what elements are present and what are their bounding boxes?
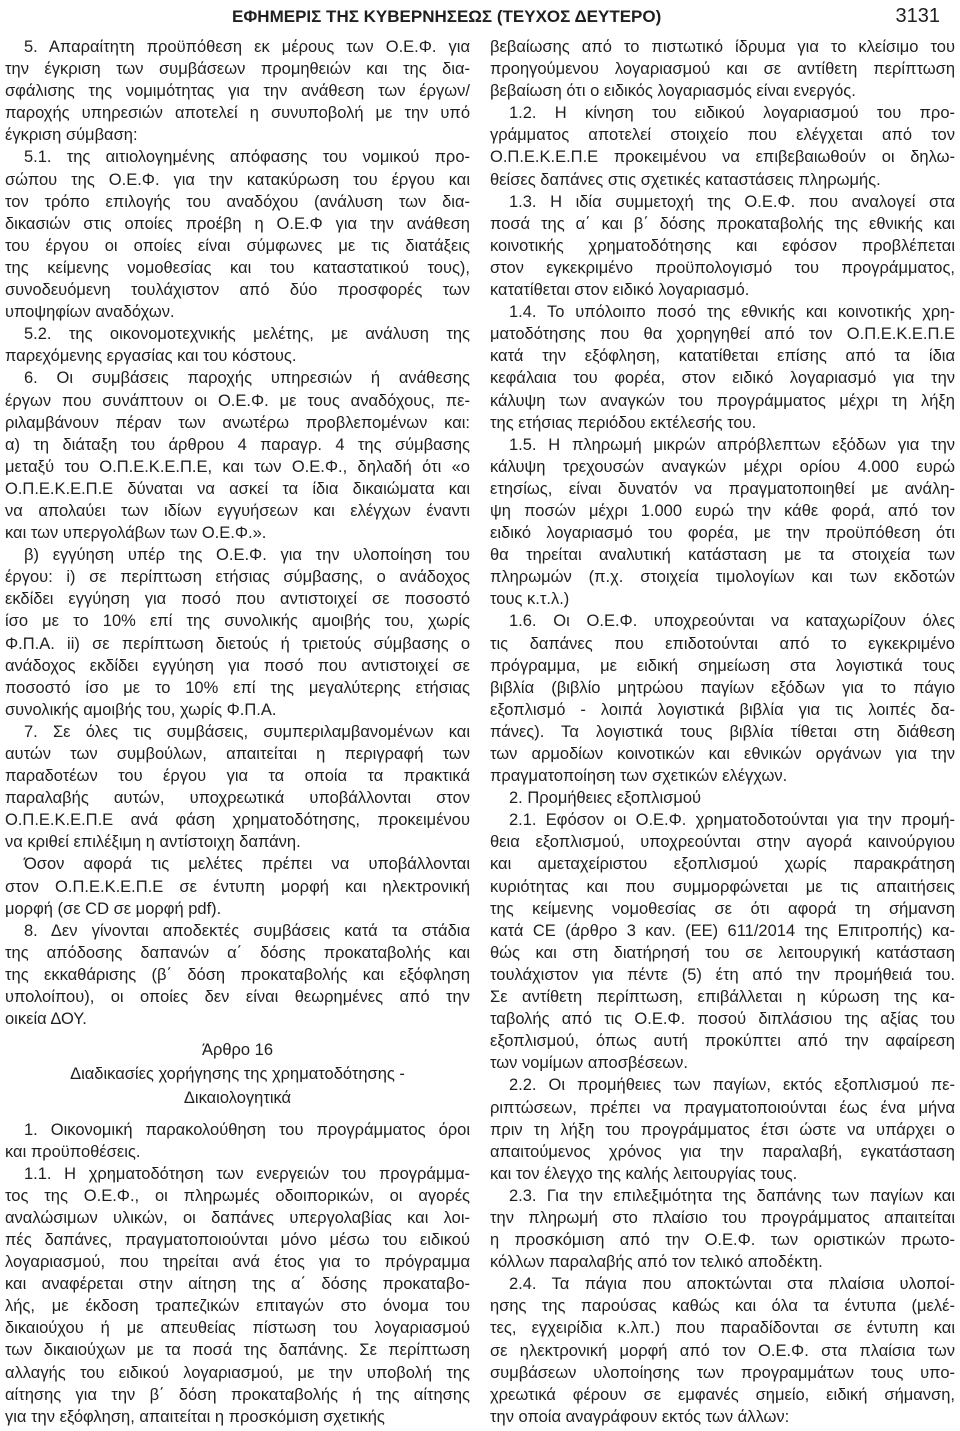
text-line: απαιτούμενος χρόνος για την παραλαβή, εγκατάσταση	[490, 1142, 955, 1161]
text-line: αίτησης για την β΄ δόση προκαταβολής ή της αίτησης	[5, 1385, 470, 1404]
text-line: συνοδευόμενη τουλάχιστον από δύο προσφορές των	[5, 281, 470, 300]
text-line: εκδίδει εγγύηση για ποσό που αντιστοιχεί σε ποσοστό	[5, 590, 470, 609]
paragraph	[490, 36, 955, 102]
text-line: τες, εγχειρίδια κ.λπ.) που παραδίδονται σε έντυπη και	[490, 1319, 955, 1338]
text-line: κεφάλαια του φορέα, στον ειδικό λογαριασμό για την	[490, 369, 955, 388]
text-line: 5. Απαραίτητη προϋπόθεση εκ μέρους των Ο.Ε.Φ. για	[24, 38, 470, 56]
text-line: των νομίμων αποσβέσεων.	[490, 1054, 688, 1073]
paragraph	[5, 853, 470, 919]
paragraph	[5, 367, 470, 544]
text-line: παρεχόμενης εργασίας και του κόστους.	[5, 347, 297, 366]
text-line: τις δαπάνες που επιδοτούνται από το εγκεκριμένο	[490, 634, 955, 653]
text-line: της κείμενης νομοθεσίας σε ότι αφορά τη σήμανση	[490, 899, 955, 918]
paragraph	[490, 1185, 955, 1273]
paragraph	[5, 544, 470, 721]
text-line: και αμεταχείριστου εξοπλισμού χωρίς παρακράτηση	[490, 855, 955, 874]
paragraph	[490, 191, 955, 301]
text-line: 2.3. Για την επιλεξιμότητα της δαπάνης των παγίων και	[509, 1186, 955, 1205]
text-line: 8. Δεν γίνονται αποδεκτές συμβάσεις κατά τα στάδια	[24, 921, 470, 940]
text-line: ίσο με το 10% επί της συνολικής αμοιβής του, χωρίς	[5, 612, 470, 631]
text-line: οικεία ΔΟΥ.	[5, 1010, 87, 1029]
paragraph	[5, 146, 470, 323]
text-line: ειδικό λογαριασμό του φορέα, με την προϋπόθεση ότι	[490, 524, 955, 543]
text-line: θα τηρείται αναλυτική κατάσταση με τα στοιχεία των	[490, 546, 955, 565]
text-line: υπολοίπου), οι οποίες δεν είναι θεωρημένες από την	[5, 988, 470, 1007]
text-line: βεβαίωση ότι ο ειδικός λογαριασμός είναι ενεργός.	[490, 82, 856, 101]
text-line: α) τη διάταξη του άρθρου 4 παραγρ. 4 της σύμβασης	[5, 435, 470, 454]
paragraph	[490, 809, 955, 1074]
heading-line: Δικαιολογητικά	[183, 1089, 292, 1108]
left-column	[5, 36, 470, 1428]
text-line: 6. Οι συμβάσεις παροχής υπηρεσιών ή ανάθεσης	[24, 369, 470, 388]
paragraph	[5, 1163, 470, 1428]
paragraph	[5, 323, 470, 367]
text-line: 5.2. της οικονομοτεχνικής μελέτης, με ανάλυση της	[24, 325, 470, 344]
text-line: γράμματος αποτελεί στοιχείο που ελέγχεται από τον	[490, 126, 955, 145]
text-line: ποσοστό ίσο με το 10% επί της μεγαλύτερης ετήσιας	[5, 678, 470, 697]
text-line: δικασιών στις οποίες προέβη η Ο.Ε.Φ για την ανάθεση	[5, 214, 470, 233]
paragraph	[5, 36, 470, 146]
text-line: έργων που συνάπτουν οι Ο.Ε.Φ. με τους αναδόχους, πε-	[5, 391, 470, 410]
text-line: πρόγραμμα, με ειδική σημείωση στα λογιστικά τους	[490, 656, 955, 675]
text-line: βεβαίωσης από το πιστωτικό ίδρυμα για το κλείσιμο του	[490, 38, 955, 56]
text-line: τουλάχιστον για πέντε (5) έτη από την προμήθειά του.	[490, 965, 955, 984]
text-line: την πληρωμή στο πλαίσιο του προγράμματος απαιτείται	[490, 1208, 955, 1227]
text-line: κοινοτικής χρηματοδότησης και εφόσον προβλέπεται	[490, 236, 955, 255]
text-line: στον Ο.Π.Ε.Κ.Ε.Π.Ε σε έντυπη μορφή και ηλεκτρονική	[5, 877, 470, 896]
text-line: ταβολής από τις Ο.Ε.Φ. ποσού διπλάσιου της αξίας του	[490, 1010, 955, 1029]
text-line: ετησίως, είναι δυνατόν να πραγματοποιηθεί με ανάλη-	[490, 479, 955, 498]
text-line: αυτών των συμβούλων, απαιτείται η περιγραφή των	[5, 745, 470, 763]
text-line: θώς και στη διατήρησή του σε λειτουργική κατάσταση	[490, 943, 955, 962]
text-line: Σε αντίθετη περίπτωση, επιβάλλεται η κύρωση της κα-	[490, 988, 955, 1007]
text-line: της κείμενης νομοθεσίας και του καταστατικού τους),	[5, 258, 470, 277]
text-line: τον τρόπο επιλογής του αναδόχου (ανάλυση των δια-	[5, 192, 470, 211]
text-line: 2. Προμήθειες εξοπλισμού	[509, 789, 702, 808]
text-line: του έργου οι οποίες είναι σύμφωνες με τις διατάξεις	[5, 236, 470, 255]
text-line: εξοπλισμού, όπως αυτή προκύπτει από την αφαίρεση	[490, 1032, 955, 1051]
text-line: Ο.Π.Ε.Κ.Ε.Π.Ε προκειμένου να επιβεβαιωθούν οι δηλω-	[490, 148, 955, 167]
text-line: έργου: i) σε περίπτωση ετήσιας σύμβασης, ο ανάδοχος	[5, 568, 470, 587]
text-line: παραλαβής αυτών, υποχρεωτικά υποβάλλονται στον	[5, 789, 470, 808]
page-number: 3131	[895, 5, 940, 27]
text-line: για την εξόφληση, απαιτείται η προσκόμιση σχετικής	[5, 1407, 385, 1426]
text-line: σώπου της Ο.Ε.Φ. για την κατακύρωση του έργου και	[5, 170, 470, 189]
text-line: ριλαμβάνουν πέραν των ανωτέρω προβλεπομένων και:	[5, 413, 470, 432]
text-line: θεια εξοπλισμού, υποχρεούνται στην αγορά καινούργιου	[490, 833, 955, 852]
paragraph	[490, 301, 955, 434]
text-line: λογαριασμού, που τηρείται ανά έτος για το πρόγραμμα	[5, 1253, 470, 1272]
text-line: 2.2. Οι προμήθειες των παγίων, εκτός εξοπλισμού πε-	[509, 1076, 955, 1095]
text-line: κατατίθεται στον ειδικό λογαριασμό.	[490, 281, 750, 300]
paragraph	[490, 434, 955, 611]
text-line: της ετήσιας περιόδου εκτέλεσής του.	[490, 413, 757, 432]
text-line: της εκκαθάρισης (β΄ δόση προκαταβολής και εξόφληση	[5, 965, 470, 984]
text-line: μεταξύ του Ο.Π.Ε.Κ.Ε.Π.Ε, και των Ο.Ε.Φ., δηλαδή ότι «ο	[5, 457, 470, 476]
text-line: 5.1. της αιτιολογημένης απόφασης του νομικού προ-	[24, 148, 470, 167]
text-line: ματοδότησης που θα χορηγηθεί από τον Ο.Π.Ε.Κ.Ε.Π.Ε	[490, 325, 955, 344]
text-line: 7. Σε όλες τις συμβάσεις, συμπεριλαμβανομένων και	[24, 722, 470, 741]
text-line: κυριότητας και που συμμορφώνεται με τις απαιτήσεις	[490, 877, 955, 896]
text-line: τος της Ο.Ε.Φ., οι πληρωμές οδοιπορικών, οι αγορές	[5, 1186, 470, 1205]
text-line: πάνες). Τα λογιστικά τους βιβλία τίθεται στη διάθεση	[490, 722, 955, 741]
text-line: η προσκόμιση από την Ο.Ε.Φ. των οριστικών πρωτο-	[490, 1231, 955, 1250]
text-line: 1.5. Η πληρωμή μικρών απρόβλεπτων εξόδων για την	[509, 435, 955, 454]
text-line: συμβάσεων υλοποίησης των προγραμμάτων τους υπο-	[490, 1363, 955, 1382]
text-line: την οποία αναγράφουν εκτός των άλλων:	[490, 1407, 790, 1426]
text-line: 1.1. Η χρηματοδότηση των ενεργειών του προγράμμα-	[24, 1164, 470, 1183]
text-line: κόλλων παραλαβής από τον τελικό αποδέκτη.	[490, 1253, 823, 1272]
text-line: πές δαπάνες, πραγματοποιούνται μόνο μέσω του ειδικού	[5, 1230, 470, 1249]
text-line: και των υπεργολάβων των Ο.Ε.Φ.».	[5, 524, 267, 543]
text-line: να απολαύει των ιδίων εγγυήσεων και ελέγχων έναντι	[5, 501, 470, 520]
text-line: και αναφέρεται στην αίτηση της α΄ δόσης προκαταβο-	[5, 1275, 470, 1294]
text-line: και προϋποθέσεις.	[5, 1142, 141, 1161]
page-header	[0, 0, 960, 34]
text-line: ριπτώσεων, πρέπει να πραγματοποιούνται έως ένα μήνα	[490, 1098, 955, 1117]
paragraph	[490, 102, 955, 190]
text-line: β) εγγύηση υπέρ της Ο.Ε.Φ. για την υλοποίηση του	[24, 546, 470, 565]
text-line: αλλαγής του ειδικού λογαριασμού, με την υποβολή της	[5, 1363, 470, 1382]
right-column	[490, 36, 955, 1428]
gazette-title: ΕΦΗΜΕΡΙΣ ΤΗΣ ΚΥΒΕΡΝΗΣΕΩΣ (ΤΕΥΧΟΣ ΔΕΥΤΕΡΟ)	[232, 7, 662, 26]
text-line: την έγκριση των συμβάσεων προμηθειών και της δια-	[5, 60, 470, 79]
text-line: 1.4. Το υπόλοιπο ποσό της εθνικής και κοινοτικής χρη-	[509, 303, 955, 322]
text-line: κατά την εξόφληση, κατατίθεται επίσης από τα ίδια	[490, 347, 955, 366]
text-line: της απόδοσης δαπανών α΄ δόσης προκαταβολής και	[5, 943, 470, 962]
paragraph	[490, 1273, 955, 1428]
text-line: παραδοτέων του έργου για τα οποία τα πρακτικά	[5, 767, 470, 786]
text-line: στον εγκεκριμένο προϋπολογισμό του προγράμματος,	[490, 258, 955, 277]
text-line: κατά CE (άρθρο 3 καν. (ΕΕ) 611/2014 της Επιτροπής) κα-	[490, 921, 955, 940]
text-line: 2.1. Εφόσον οι Ο.Ε.Φ. χρηματοδοτούνται για την προμή-	[509, 811, 955, 830]
text-line: ποσά της α΄ και β΄ δόσης προκαταβολής της εθνικής και	[490, 214, 955, 233]
heading-line: Διαδικασίες χορήγησης της χρηματοδότησης -	[70, 1065, 405, 1084]
paragraph	[5, 721, 470, 854]
text-line: 1.6. Οι Ο.Ε.Φ. υποχρεούνται να καταχωρίζουν όλες	[509, 612, 955, 631]
text-line: συνολικής αμοιβής του, χωρίς Φ.Π.Α.	[5, 700, 277, 719]
text-line: κάλυψη των αναγκών του προγράμματος μέχρι τη λήξη	[490, 391, 955, 410]
text-line: βιβλία (βιβλίο μητρώου παγίων εξόδων για το πάγιο	[490, 678, 955, 697]
text-line: εξοπλισμό - λοιπά λογιστικά βιβλία για τις λοιπές δα-	[490, 700, 955, 719]
text-line: 1. Οικονομική παρακολούθηση του προγράμματος όροι	[24, 1120, 470, 1139]
paragraph	[490, 787, 955, 809]
text-line: προηγούμενου λογαριασμού και σε αντίθετη περίπτωση	[490, 60, 955, 79]
paragraph	[490, 610, 955, 787]
text-line: Ο.Π.Ε.Κ.Ε.Π.Ε δύναται να ασκεί τα ίδια δικαιώματα και	[5, 479, 470, 498]
text-line: Φ.Π.Α. ii) σε περίπτωση διετούς ή τριετούς σύμβασης ο	[5, 634, 470, 653]
text-line: των δικαιούχων με τα ποσά της δαπάνης. Σε περίπτωση	[5, 1341, 470, 1360]
text-line: αναλώσιμων υλικών, οι δαπάνες υπεργολαβίας και λοι-	[5, 1208, 470, 1227]
text-line: σε ηλεκτρονική μορφή από τον Ο.Ε.Φ. στα πλαίσια των	[490, 1341, 955, 1360]
text-line: σφάλισης της νομιμότητας για την ανάθεση των έργων/	[5, 82, 470, 101]
text-line: ψη ποσών μέχρι 1.000 ευρώ την κάθε φορά, από τον	[490, 501, 955, 520]
text-line: και τον έλεγχο της καλής λειτουργίας τους.	[490, 1164, 798, 1183]
text-line: 2.4. Τα πάγια που αποκτώνται στα πλαίσια υλοποί-	[509, 1275, 955, 1294]
text-line: πληρωμών (π.χ. στοιχεία τιμολογίων και των εκδοτών	[490, 568, 955, 587]
paragraph	[490, 1074, 955, 1184]
text-line: λής, με έκδοση τραπεζικών επιταγών στο όνομα του	[5, 1297, 470, 1316]
text-line: υποψηφίων αναδόχων.	[5, 303, 175, 322]
text-line: μορφή (σε CD σε μορφή pdf).	[5, 899, 222, 918]
text-line: 1.2. Η κίνηση του ειδικού λογαριασμού του προ-	[509, 104, 955, 123]
text-line: Ο.Π.Ε.Κ.Ε.Π.Ε ανά φάση χρηματοδότησης, προκειμένου	[5, 811, 470, 830]
article-heading	[5, 1038, 470, 1110]
text-line: 1.3. Η ιδία συμμετοχή της Ο.Ε.Φ. που αναλογεί στα	[509, 192, 955, 211]
text-line: πριν τη λήξη του προγράμματος έτσι ώστε να υπάρχει ο	[490, 1120, 955, 1139]
paragraph	[5, 1119, 470, 1163]
heading-line: Άρθρο 16	[201, 1041, 274, 1060]
text-line: ησης της παρούσας καθώς και όλα τα έντυπα (μελέ-	[490, 1297, 955, 1316]
text-line: πραγματοποίηση των σχετικών ελέγχων.	[490, 767, 788, 786]
text-line: παροχής υπηρεσιών αποτελεί η συνυποβολή με την υπό	[5, 104, 470, 123]
text-line: δικαιούχου ή με απευθείας πίστωση του λογαριασμού	[5, 1319, 470, 1338]
text-line: κάλυψη τρεχουσών αναγκών μέχρι ορίου 4.000 ευρώ	[490, 457, 955, 476]
text-line: Όσον αφορά τις μελέτες πρέπει να υποβάλλονται	[24, 855, 470, 874]
text-line: έγκριση σύμβαση:	[5, 126, 138, 145]
text-line: χρεωτικά φέρουν σε εμφανές σημείο, ειδική σήμανση,	[490, 1385, 955, 1404]
paragraph	[5, 920, 470, 1030]
text-line: ανάδοχος εκδίδει εγγύηση για ποσό που αντιστοιχεί σε	[5, 656, 470, 675]
text-line: να κριθεί επιλέξιμη η αντίστοιχη δαπάνη.	[5, 833, 301, 852]
text-line: των αρμοδίων κοινοτικών και εθνικών οργάνων για την	[490, 745, 955, 763]
text-line: θείσες δαπάνες στις σχετικές καταστάσεις πληρωμής.	[490, 170, 881, 189]
text-line: τους κ.τ.λ.)	[490, 590, 570, 609]
